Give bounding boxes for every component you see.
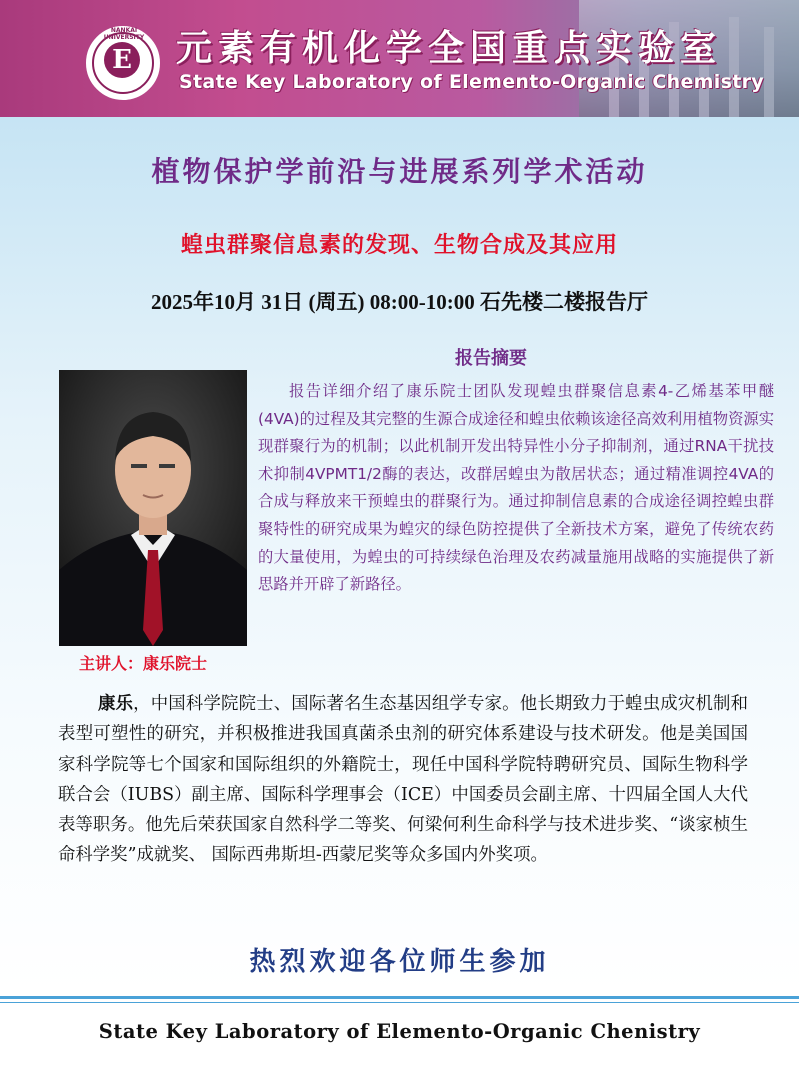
series-title: 植物保护学前沿与进展系列学术活动 xyxy=(151,155,648,188)
footer-divider-thin xyxy=(0,1002,799,1003)
event-datetime: 2025年10月 31日 (周五) 08:00-10:00 石先楼二楼报告厅 xyxy=(151,290,648,314)
speaker-caption: 主讲人：康乐院士 xyxy=(79,654,208,673)
university-logo xyxy=(86,26,160,100)
speaker-name: 康乐 xyxy=(98,694,134,714)
footer-divider xyxy=(0,996,799,999)
speaker-bio xyxy=(58,689,748,871)
speaker-photo xyxy=(59,370,247,646)
abstract-text: 报告详细介绍了康乐院士团队发现蝗虫群聚信息素4-乙烯基苯甲醚(4VA)的过程及其完整的生源合成途径和蝗虫依赖该途径高效利用植物资源实现群聚行为的机制；以此机制开发出特异性小分子抑制剂，通过RNA干扰技术抑制4VPMT1/2酶的表达，改群居蝗虫为散居状态；通过精准调控4VA的合成与释放来干预蝗虫的群聚行为。通过抑制信息素的合成途径调控蝗虫群聚特性的研究成果为蝗灾的绿色防控提供了全新技术方案，避免了传统农药的大量使用，为蝗虫的可持续绿色治理及农药减量施用战略的实施提供了新思路并开辟了新路径。 xyxy=(258,382,774,594)
logo-letter: E xyxy=(104,42,140,78)
footer-lab-name: State Key Laboratory of Elemento-Organic Chenistry xyxy=(98,1020,701,1043)
welcome-text: 热烈欢迎各位师生参加 xyxy=(249,947,550,977)
speaker-bio-text: ，中国科学院院士、国际著名生态基因组学专家。他长期致力于蝗虫成灾机制和表型可塑性的研究，并积极推进我国真菌杀虫剂的研究体系建设与技术研发。他是美国国家科学院等七个国家和国际组织的外籍院士，现任中国科学院特聘研究员、国际生物科学联合会（IUBS）副主席、国际科学理事会（ICE）中国委员会副主席、十四届全国人大代表等职务。他先后荣获国家自然科学二等奖、何梁何利生命科学与技术进步奖、“谈家桢生命科学奖”成就奖、 国际西弗斯坦-西蒙尼奖等众多国内外奖项。 xyxy=(58,694,748,866)
lab-title-en: State Key Laboratory of Elemento-Organic Chemistry xyxy=(179,71,764,93)
lab-title-cn: 元素有机化学全国重点实验室 xyxy=(176,27,723,69)
header-banner xyxy=(0,0,799,117)
abstract-heading: 报告摘要 xyxy=(455,348,527,369)
lecture-title: 蝗虫群聚信息素的发现、生物合成及其应用 xyxy=(180,233,618,258)
logo-text: NANKAI UNIVERSITY xyxy=(103,27,145,41)
